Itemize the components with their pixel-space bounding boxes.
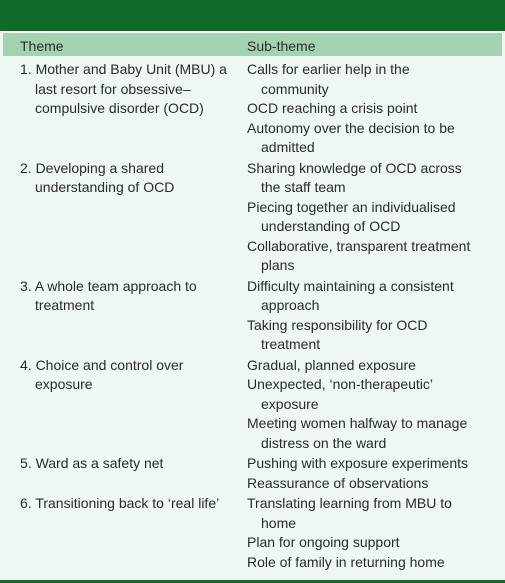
header-subtheme: Sub-theme bbox=[247, 38, 316, 54]
subtheme-line: approach bbox=[261, 297, 320, 314]
theme-line: 1. Mother and Baby Unit (MBU) a bbox=[20, 61, 227, 77]
subtheme-cell bbox=[247, 454, 497, 493]
subtheme-item bbox=[247, 60, 497, 99]
table-header-row bbox=[3, 31, 502, 56]
subtheme-item bbox=[247, 159, 497, 198]
subtheme-line: Collaborative, transparent treatment bbox=[247, 237, 471, 254]
subtheme-item bbox=[247, 99, 497, 119]
subtheme-line: Pushing with exposure experiments bbox=[247, 455, 469, 472]
subtheme-item bbox=[247, 414, 497, 453]
subtheme-line: Plan for ongoing support bbox=[247, 534, 400, 551]
subtheme-cell bbox=[247, 356, 497, 454]
subtheme-line: Reassurance of observations bbox=[247, 474, 429, 491]
subtheme-cell bbox=[247, 494, 497, 572]
theme-line: 6. Transitioning back to ‘real life’ bbox=[20, 495, 220, 512]
theme-cell bbox=[20, 277, 238, 316]
theme-line: treatment bbox=[35, 297, 95, 314]
theme-cell bbox=[20, 454, 238, 474]
theme-line: 4. Choice and control over bbox=[20, 356, 184, 373]
subtheme-cell bbox=[247, 60, 497, 158]
subtheme-line: OCD reaching a crisis point bbox=[247, 100, 418, 116]
subtheme-item bbox=[247, 494, 497, 533]
theme-line: 3. A whole team approach to bbox=[20, 277, 197, 294]
subtheme-item bbox=[247, 474, 497, 494]
subtheme-line: distress on the ward bbox=[261, 434, 387, 451]
subtheme-item bbox=[247, 356, 497, 376]
subtheme-line: Meeting women halfway to manage bbox=[247, 415, 468, 432]
subtheme-line: Autonomy over the decision to be bbox=[247, 119, 455, 136]
subtheme-line: Taking responsibility for OCD bbox=[247, 316, 428, 333]
theme-line: 5. Ward as a safety net bbox=[20, 455, 164, 472]
theme-cell bbox=[20, 60, 238, 119]
subtheme-line: treatment bbox=[261, 336, 321, 353]
header-theme: Theme bbox=[20, 38, 64, 54]
subtheme-line: home bbox=[261, 514, 297, 531]
subtheme-item bbox=[247, 316, 497, 355]
subtheme-line: exposure bbox=[261, 395, 319, 412]
subtheme-line: Piecing together an individualised bbox=[247, 198, 456, 215]
subtheme-item bbox=[247, 533, 497, 553]
subtheme-line: the staff team bbox=[261, 179, 346, 196]
theme-line: 2. Developing a shared bbox=[20, 159, 164, 176]
subtheme-item bbox=[247, 198, 497, 237]
table-title-bar bbox=[0, 0, 505, 31]
subtheme-line: understanding of OCD bbox=[261, 218, 401, 235]
theme-cell bbox=[20, 356, 238, 395]
theme-line: exposure bbox=[35, 376, 93, 393]
subtheme-item bbox=[247, 119, 497, 158]
subtheme-line: Role of family in returning home bbox=[247, 553, 445, 570]
subtheme-item bbox=[247, 375, 497, 414]
subtheme-item bbox=[247, 237, 497, 276]
subtheme-line: community bbox=[261, 80, 329, 97]
theme-cell bbox=[20, 494, 238, 514]
subtheme-item bbox=[247, 277, 497, 316]
subtheme-line: Calls for earlier help in the bbox=[247, 61, 410, 77]
theme-line: last resort for obsessive– bbox=[35, 80, 191, 97]
subtheme-item bbox=[247, 553, 497, 573]
subtheme-line: Gradual, planned exposure bbox=[247, 356, 416, 373]
theme-line: understanding of OCD bbox=[35, 179, 175, 196]
subtheme-line: Unexpected, ‘non-therapeutic’ bbox=[247, 376, 434, 393]
subtheme-line: admitted bbox=[261, 139, 315, 155]
subtheme-item bbox=[247, 454, 497, 474]
subtheme-cell bbox=[247, 277, 497, 355]
subtheme-line: Translating learning from MBU to bbox=[247, 495, 452, 512]
subtheme-line: plans bbox=[261, 257, 295, 274]
subtheme-line: Sharing knowledge of OCD across bbox=[247, 159, 462, 176]
subtheme-cell bbox=[247, 159, 497, 276]
subtheme-line: Difficulty maintaining a consistent bbox=[247, 277, 454, 294]
theme-cell bbox=[20, 159, 238, 198]
theme-line: compulsive disorder (OCD) bbox=[35, 100, 204, 116]
